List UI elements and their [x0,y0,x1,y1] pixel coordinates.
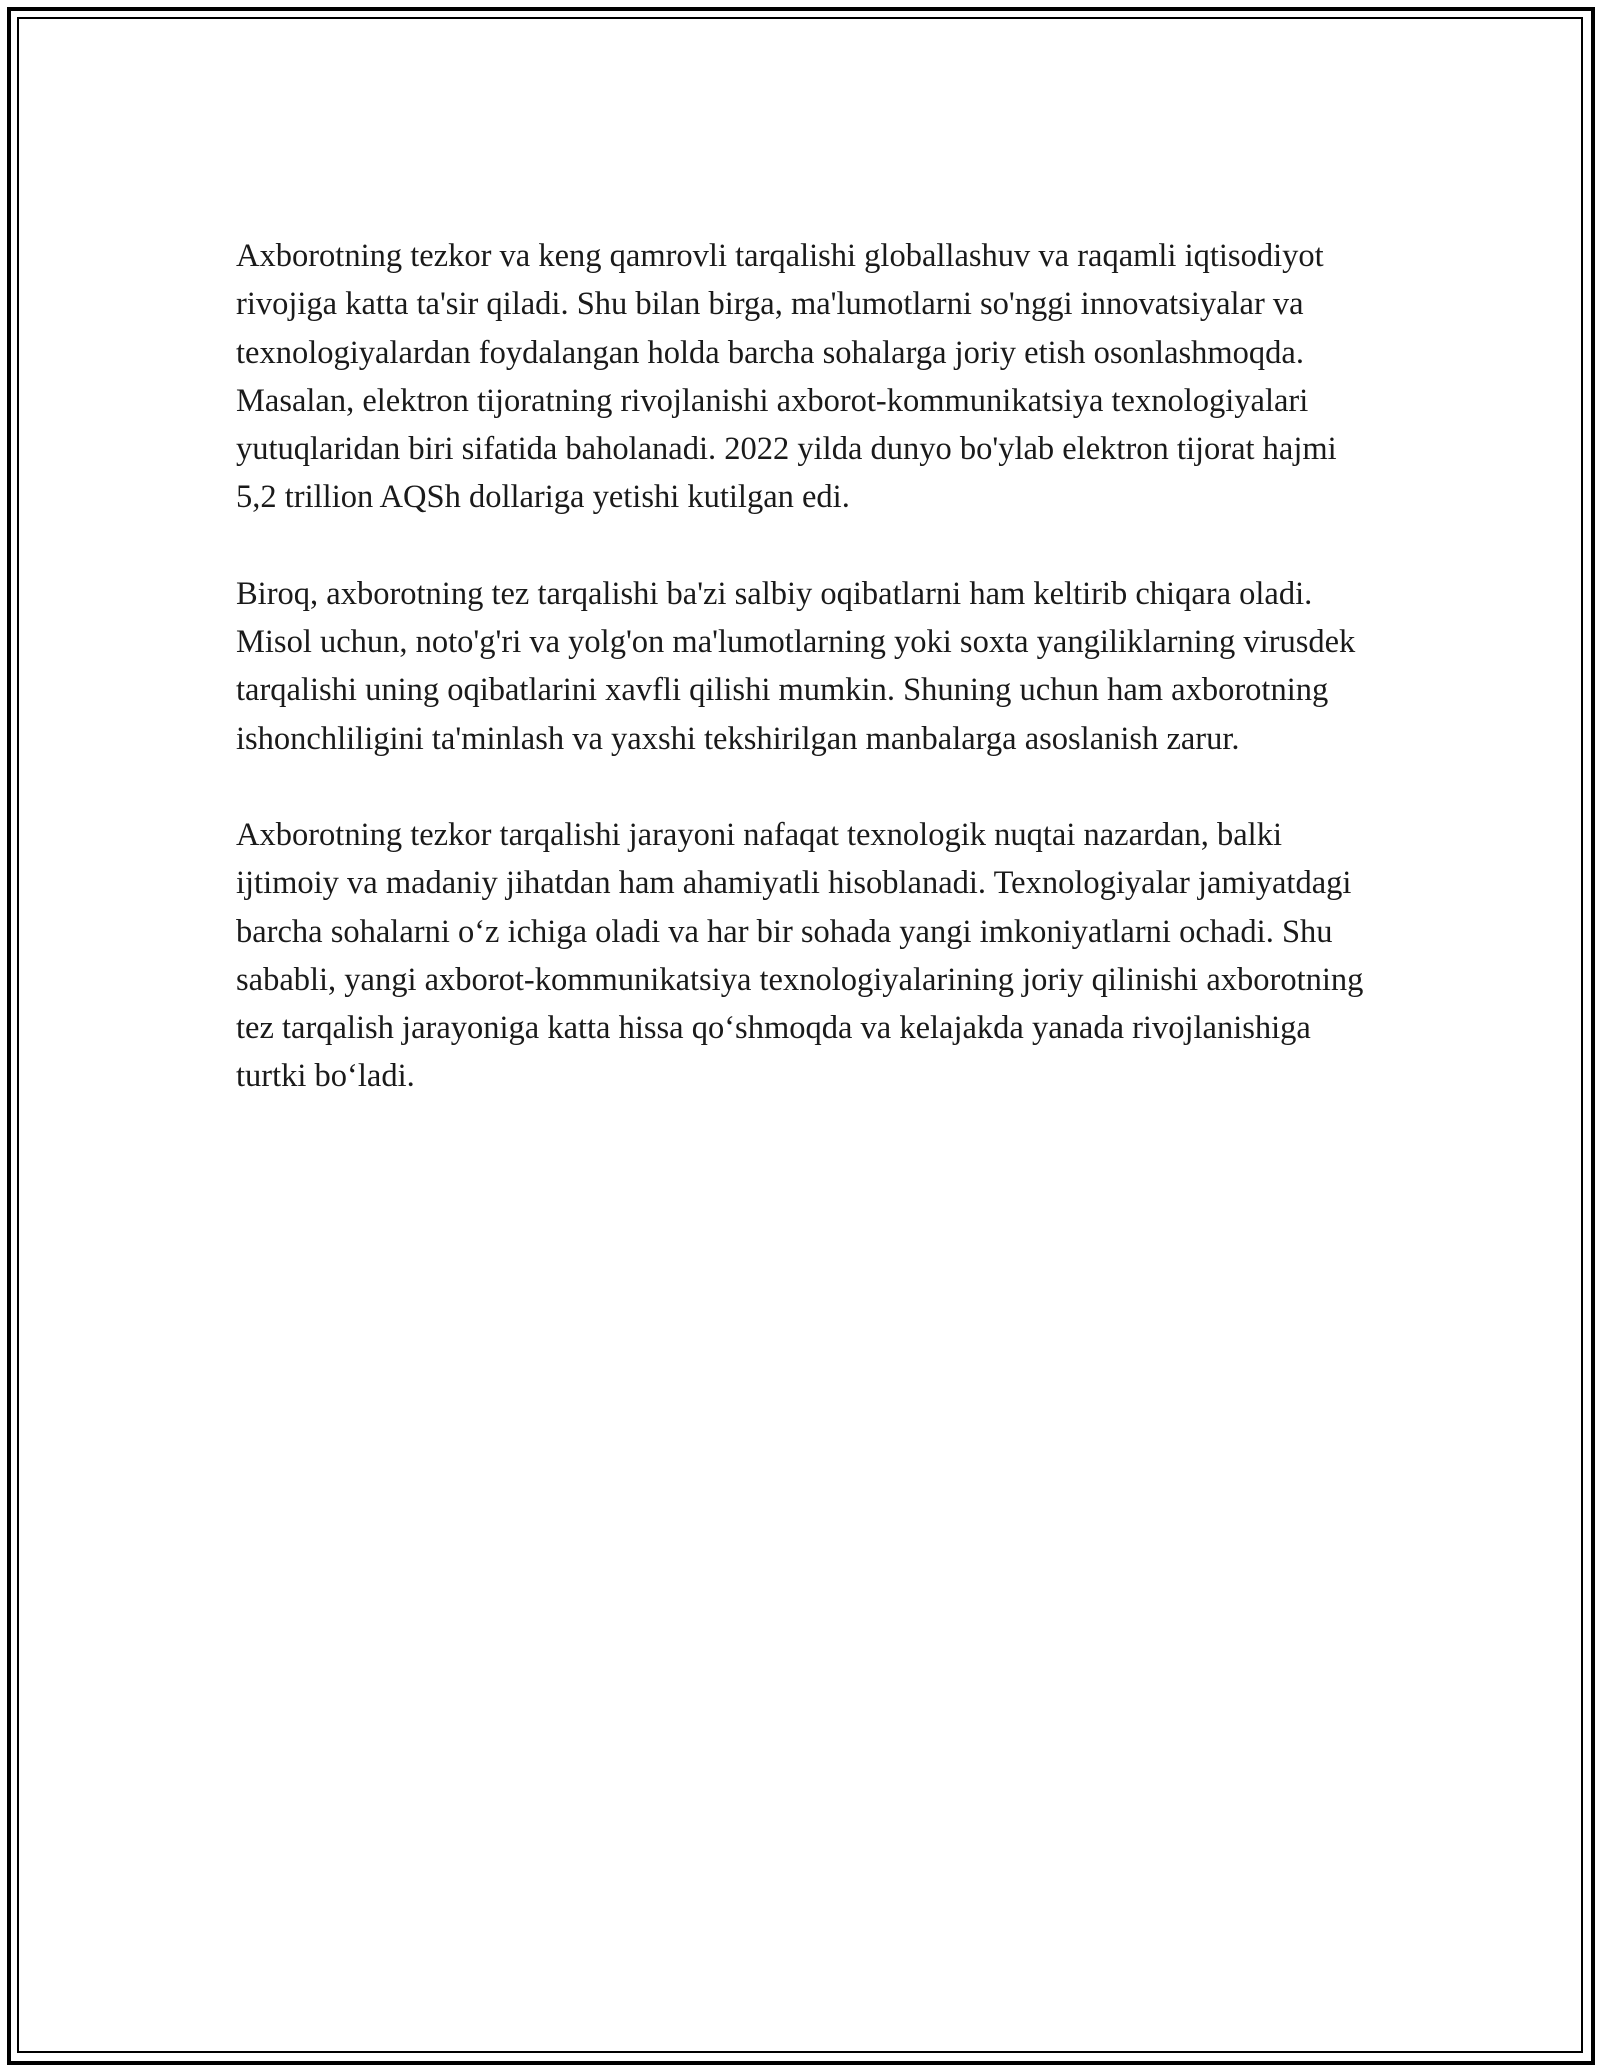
paragraph-3: Axborotning tezkor tarqalishi jarayoni nafaqat texnologik nuqtai nazardan, balki ijtimoiy va madaniy jihatdan ham ahamiyatli hisoblanadi. Texnologiyalar jamiyatdagi barcha sohalarni o‘z ichiga oladi va har bir sohada yangi imkoniyatlarni ochadi. Shu sababli, yangi axborot-kommunikatsiya texnologiyalarining joriy qilinishi axborotning tez tarqalish jarayoniga katta hissa qo‘shmoqda va kelajakda yanada rivojlanishiga turtki bo‘ladi. [236,816,1364,1095]
document-body [236,232,1376,1101]
paragraph-2: Biroq, axborotning tez tarqalishi ba'zi salbiy oqibatlarni ham keltirib chiqara oladi. Misol uchun, noto'g'ri va yolg'on ma'lumotlarning yoki soxta yangiliklarning virusdek tarqalishi uning oqibatlarini xavfli qilishi mumkin. Shuning uchun ham axborotning ishonchliligini ta'minlash va yaxshi tekshirilgan manbalarga asoslanish zarur. [236,575,1356,757]
paragraph-1: Axborotning tezkor va keng qamrovli tarqalishi globallashuv va raqamli iqtisodiyot rivojiga katta ta'sir qiladi. Shu bilan birga, ma'lumotlarni so'nggi innovatsiyalar va texnologiyalardan foydalangan holda barcha sohalarga joriy etish osonlashmoqda. Masalan, elektron tijoratning rivojlanishi axborot-kommunikatsiya texnologiyalari yutuqlaridan biri sifatida baholanadi. 2022 yilda dunyo bo'ylab elektron tijorat hajmi 5,2 trillion AQSh dollariga yetishi kutilgan edi. [236,238,1337,516]
